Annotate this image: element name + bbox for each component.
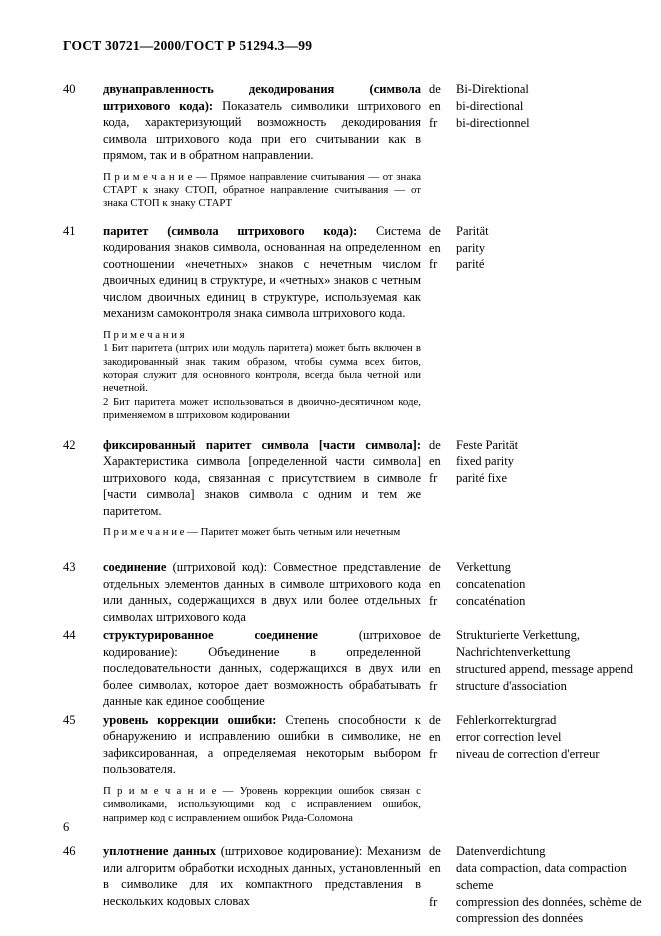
- term-entry-40: [63, 81, 645, 211]
- translation-row: [429, 256, 645, 273]
- translation-row: [429, 453, 645, 470]
- translation-text: error correction level: [456, 729, 562, 744]
- translation-text: Parität: [456, 223, 489, 238]
- translation-text: bi-directional: [456, 98, 524, 113]
- note-label: П р и м е ч а н и е —: [103, 526, 201, 539]
- language-code: fr: [429, 115, 438, 130]
- term-note: [103, 171, 421, 211]
- term-body: [103, 627, 421, 710]
- term-entry-45: [63, 712, 645, 825]
- note-label: П р и м е ч а н и е —: [103, 170, 211, 183]
- language-code: de: [429, 82, 441, 96]
- translation-row: [429, 894, 645, 928]
- language-code: de: [429, 437, 441, 452]
- language-code: fr: [429, 894, 438, 909]
- term-definition: [103, 712, 421, 778]
- translation-row: [429, 559, 645, 576]
- translation-text: Fehlerkorrekturgrad: [456, 712, 557, 727]
- language-code: en: [429, 98, 441, 113]
- term-definition-text: Система кодирования знаков символа, основанная на определенном соотношении «нечетных» знаков с нечетным числом двоичных единиц в структуре, и «четных» знаков с четным числом двоичных единиц в структуре, используемая как механизм самоконтроля знака символа штрихового кода.: [103, 223, 421, 321]
- note-text: Прямое направление считывания — от знака СТАРТ к знаку СТОП, обратное направление считывания — от знака СТОП к знаку СТАРТ: [103, 170, 421, 210]
- translation-row: [429, 627, 645, 661]
- translation-row: [429, 437, 645, 454]
- term-title: фиксированный паритет символа [части символа]:: [103, 437, 421, 452]
- translation-row: [429, 661, 645, 678]
- term-definition-text: (штриховой код): Совместное представление отдельных элементов данных в символе штрихового кода или данных, содержащихся в двух или более отдельных символах штрихового кода: [103, 560, 421, 624]
- language-code: en: [429, 860, 441, 875]
- translation-text: Bi-Direktional: [456, 82, 529, 96]
- language-code: en: [429, 240, 441, 255]
- term-title: уплотнение данных: [103, 844, 221, 859]
- translation-row: [429, 115, 645, 132]
- translation-text: compression des données, schème de compression des données: [456, 894, 642, 926]
- term-entry-43: [63, 559, 645, 625]
- language-code: en: [429, 662, 441, 677]
- language-code: de: [429, 223, 441, 238]
- translation-text: data compaction, data compaction scheme: [456, 860, 627, 892]
- term-title: двунаправленность декодирования (символа штрихового кода):: [103, 82, 421, 113]
- term-number: 44: [63, 628, 76, 643]
- term-number: 43: [63, 560, 76, 575]
- note-text: Паритет может быть четным или нечетным: [200, 526, 401, 539]
- term-number: 40: [63, 82, 76, 96]
- term-definition: [103, 437, 421, 520]
- term-definition-text: (штриховое кодирование): Механизм или алгоритм обработки исходных данных, установленный в символике для их компактного представления в нескольких кодовых словах: [103, 844, 421, 908]
- term-body: [103, 223, 421, 423]
- term-body: [103, 843, 421, 909]
- term-definition-text: Показатель символики штрихового кода, характеризующий возможность декодирования символа штрихового кода при его считывании как в прямом, так и в обратном направлении.: [103, 98, 421, 162]
- translation-row: [429, 843, 645, 860]
- translation-text: structure d'association: [456, 678, 567, 693]
- translation-text: Feste Parität: [456, 437, 519, 452]
- translation-text: Strukturierte Verkettung, Nachrichtenverkettung: [456, 628, 581, 660]
- term-entry-46: [63, 843, 645, 927]
- term-note-1: 1 Бит паритета (штрих или модуль паритета) может быть включен в закодированный знак таким образом, чтобы сумма всех битов, которая служит для основного контроля, всегда была четной или нечетной.: [103, 342, 421, 395]
- language-code: fr: [429, 257, 438, 272]
- translation-row: [429, 593, 645, 610]
- language-code: de: [429, 844, 441, 859]
- term-definition: [103, 559, 421, 625]
- translation-text: Verkettung: [456, 560, 511, 575]
- translation-row: [429, 223, 645, 240]
- translation-row: [429, 81, 645, 98]
- page-number: 6: [63, 820, 70, 834]
- translations: [429, 627, 645, 694]
- term-body: [103, 712, 421, 825]
- language-code: de: [429, 628, 441, 643]
- translations: [429, 712, 645, 762]
- term-definition-text: (штриховое кодирование): Объединение в определенной последовательности данных, содержащихся в двух или более символах, которое дает возможность обрабатывать данные как единое сообщение: [103, 628, 421, 709]
- translation-text: parité: [456, 257, 485, 272]
- term-title: структурированное соединение: [103, 628, 359, 643]
- translation-row: [429, 712, 645, 729]
- term-note: [103, 785, 421, 825]
- term-body: [103, 559, 421, 625]
- translation-text: parité fixe: [456, 471, 508, 486]
- term-definition: [103, 81, 421, 164]
- translation-text: bi-directionnel: [456, 115, 530, 130]
- language-code: en: [429, 577, 441, 592]
- term-title: паритет (символа штрихового кода):: [103, 223, 377, 238]
- translation-text: fixed parity: [456, 454, 514, 469]
- term-entry-44: [63, 627, 645, 710]
- term-number: 45: [63, 712, 76, 727]
- term-body: [103, 437, 421, 540]
- language-code: de: [429, 712, 441, 727]
- language-code: fr: [429, 678, 438, 693]
- translations: [429, 437, 645, 487]
- translations: [429, 559, 645, 609]
- term-definition: [103, 627, 421, 710]
- term-note-2: 2 Бит паритета может использоваться в двоично-десятичном коде, применяемом в штриховом кодировании: [103, 395, 421, 422]
- language-code: fr: [429, 471, 438, 486]
- translation-row: [429, 860, 645, 894]
- translations: [429, 843, 645, 927]
- translation-row: [429, 576, 645, 593]
- term-definition: [103, 843, 421, 909]
- note-label: П р и м е ч а н и е —: [103, 784, 240, 797]
- language-code: fr: [429, 746, 438, 761]
- term-note: [103, 526, 421, 539]
- translation-text: niveau de correction d'erreur: [456, 746, 600, 761]
- standard-header: ГОСТ 30721—2000/ГОСТ Р 51294.3—99: [63, 38, 313, 53]
- term-number: 46: [63, 844, 76, 859]
- translation-text: concatenation: [456, 577, 526, 592]
- language-code: en: [429, 729, 441, 744]
- language-code: en: [429, 454, 441, 469]
- translation-row: [429, 240, 645, 257]
- term-entry-42: [63, 437, 645, 540]
- translation-row: [429, 678, 645, 695]
- notes-heading: П р и м е ч а н и я: [103, 328, 185, 341]
- translation-text: Datenverdichtung: [456, 844, 546, 859]
- translation-row: [429, 98, 645, 115]
- translation-text: structured append, message append: [456, 662, 634, 677]
- translation-text: concaténation: [456, 594, 526, 609]
- translations: [429, 81, 645, 131]
- term-title: соединение: [103, 560, 173, 575]
- translation-text: parity: [456, 240, 486, 255]
- term-title: уровень коррекции ошибки:: [103, 712, 286, 727]
- translation-row: [429, 746, 645, 763]
- term-entry-41: [63, 223, 645, 423]
- language-code: de: [429, 560, 441, 575]
- language-code: fr: [429, 594, 438, 609]
- note-text: Уровень коррекции ошибок связан с символиками, использующими код с исправлением ошибок, например код с исправлением ошибок Рида-Соломона: [103, 784, 421, 824]
- term-number: 41: [63, 223, 76, 238]
- translations: [429, 223, 645, 273]
- translation-row: [429, 729, 645, 746]
- term-body: [103, 81, 421, 211]
- term-definition: [103, 223, 421, 322]
- term-definition-text: Степень способности к обнаружению и исправлению ошибки в символике, не зафиксированная, а определяемая некоторым выбором пользователя.: [103, 712, 421, 777]
- term-definition-text: Характеристика символа [определенной части символа] штрихового кода, связанная с присутствием в символе [части символа] знаков символа с одним и тем же паритетом.: [103, 454, 421, 518]
- translation-row: [429, 470, 645, 487]
- term-number: 42: [63, 437, 76, 452]
